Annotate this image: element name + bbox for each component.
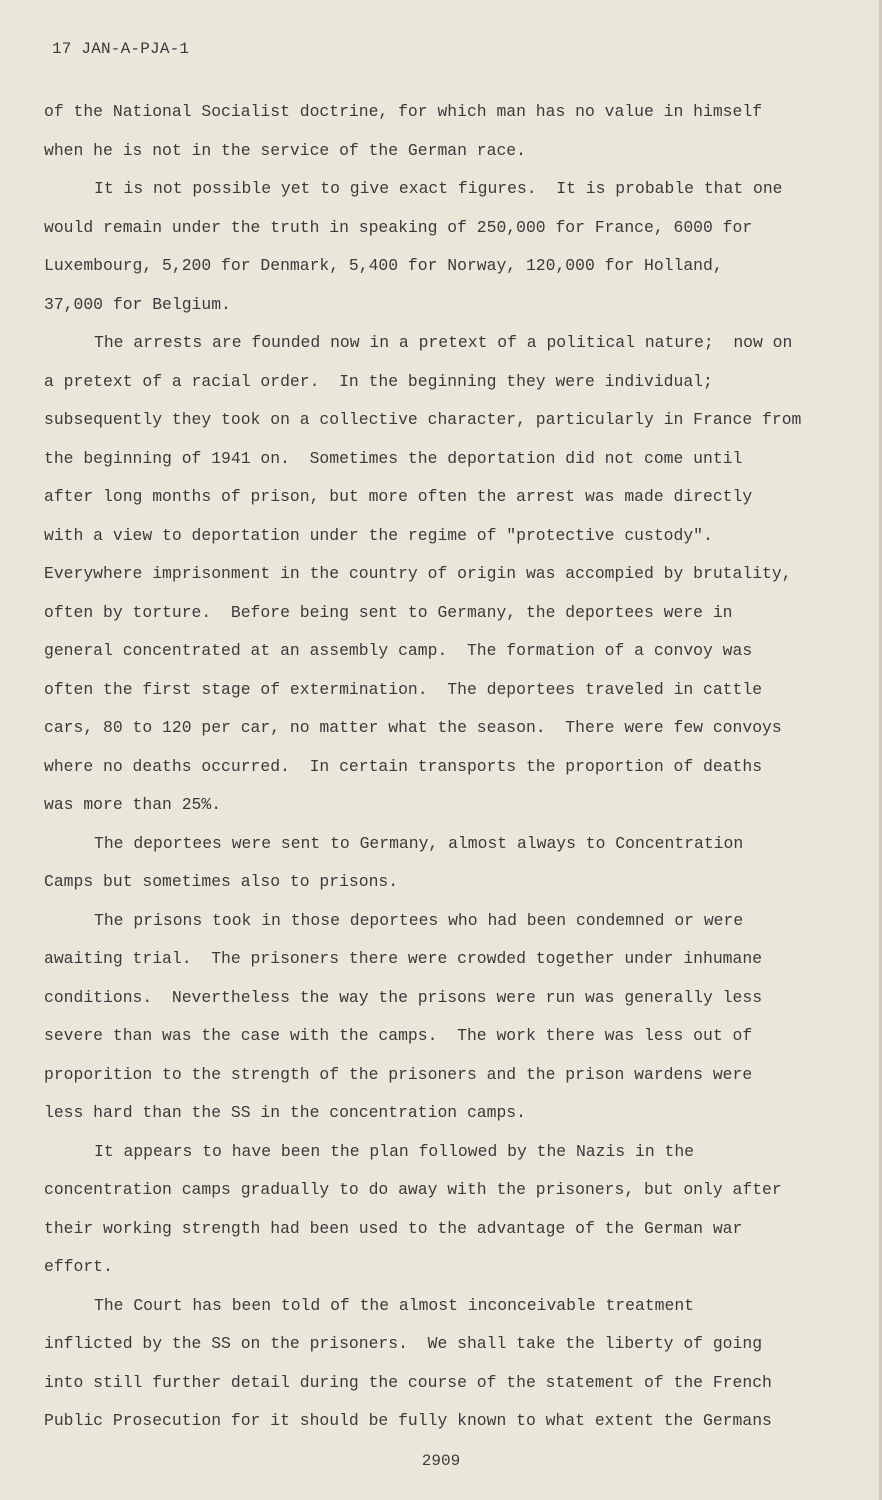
text-line: of the National Socialist doctrine, for which man has no value in himself	[44, 102, 763, 121]
text-line: often the first stage of extermination. The deportees traveled in cattle	[44, 679, 763, 699]
text-line: often by torture. Before being sent to Germany, the deportees were in	[44, 602, 733, 622]
text-line: concentration camps gradually to do away with the prisoners, but only after	[44, 1180, 782, 1199]
text-line: less hard than the SS in the concentration camps.	[44, 1103, 526, 1122]
text-line: when he is not in the service of the German race.	[44, 140, 526, 160]
text-line: proporition to the strength of the prisoners and the prison wardens were	[44, 1064, 753, 1084]
text-line: The Court has been told of the almost inconceivable treatment	[94, 1295, 694, 1315]
text-line: The deportees were sent to Germany, almost always to Concentration	[94, 833, 744, 853]
text-line: Camps but sometimes also to prisons.	[44, 872, 399, 891]
text-line: their working strength had been used to the advantage of the German war	[44, 1218, 743, 1238]
text-line: It is not possible yet to give exact figures. It is probable that one	[94, 179, 783, 198]
text-line: The prisons took in those deportees who had been condemned or were	[94, 910, 744, 930]
text-line: the beginning of 1941 on. Sometimes the deportation did not come until	[44, 448, 743, 468]
text-line: awaiting trial. The prisoners there were crowded together under inhumane	[44, 949, 763, 968]
text-line: into still further detail during the course of the statement of the French	[44, 1372, 772, 1392]
text-line: 37,000 for Belgium.	[44, 294, 231, 314]
text-line: It appears to have been the plan followed by the Nazis in the	[94, 1141, 694, 1161]
document-body	[44, 93, 804, 1441]
text-line: a pretext of a racial order. In the beginning they were individual;	[44, 371, 713, 391]
text-line: after long months of prison, but more often the arrest was made directly	[44, 487, 753, 506]
text-line: Public Prosecution for it should be fully known to what extent the Germans	[44, 1411, 772, 1430]
document-header: 17 JAN-A-PJA-1	[52, 40, 190, 58]
text-line: cars, 80 to 120 per car, no matter what the season. There were few convoys	[44, 718, 782, 737]
text-line: severe than was the case with the camps. The work there was less out of	[44, 1026, 753, 1045]
text-line: Luxembourg, 5,200 for Denmark, 5,400 for Norway, 120,000 for Holland,	[44, 256, 723, 275]
text-line: conditions. Nevertheless the way the prisons were run was generally less	[44, 987, 763, 1007]
text-line: inflicted by the SS on the prisoners. We shall take the liberty of going	[44, 1334, 763, 1353]
text-line: effort.	[44, 1257, 113, 1276]
text-line: Everywhere imprisonment in the country of origin was accompied by brutality,	[44, 564, 792, 583]
page-number: 2909	[421, 1452, 461, 1470]
text-line: where no deaths occurred. In certain transports the proportion of deaths	[44, 756, 763, 776]
text-line: with a view to deportation under the regime of "protective custody".	[44, 525, 713, 545]
text-line: would remain under the truth in speaking of 250,000 for France, 6000 for	[44, 217, 753, 237]
text-line: The arrests are founded now in a pretext of a political nature; now on	[94, 333, 793, 352]
text-line: was more than 25%.	[44, 795, 222, 814]
text-line: subsequently they took on a collective character, particularly in France from	[44, 410, 802, 429]
text-line: general concentrated at an assembly camp. The formation of a convoy was	[44, 641, 753, 660]
